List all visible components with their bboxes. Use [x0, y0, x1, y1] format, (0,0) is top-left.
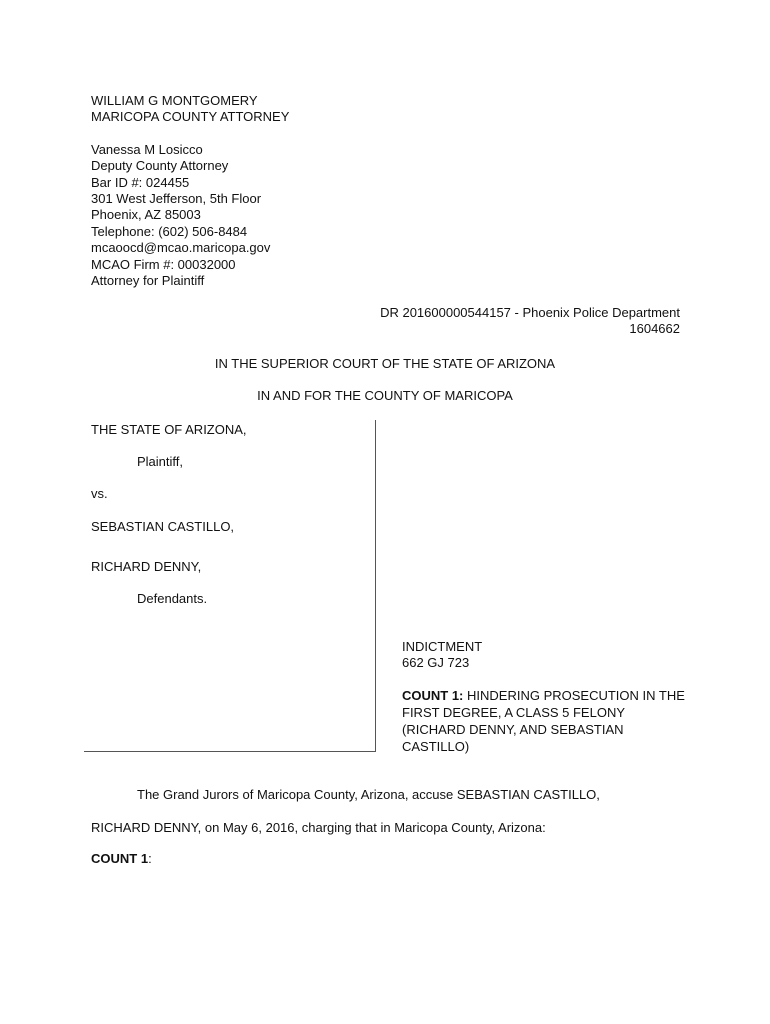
attorney-role: Attorney for Plaintiff: [91, 273, 205, 289]
dr-reference: [380, 305, 680, 338]
attorney-header: [91, 93, 289, 289]
address-line-2: Phoenix, AZ 85003: [91, 207, 201, 223]
deputy-name: Vanessa M Losicco: [91, 141, 203, 157]
email: mcaoocd@mcao.maricopa.gov: [91, 240, 271, 256]
count-heading-label: COUNT 1: [91, 851, 149, 866]
dr-number: DR 201600000544157 - Phoenix Police Department: [380, 305, 680, 320]
versus: vs.: [91, 486, 108, 501]
address-line-1: 301 West Jefferson, 5th Floor: [91, 191, 262, 207]
court-title: IN THE SUPERIOR COURT OF THE STATE OF ARIZONA: [214, 356, 556, 371]
court-county: IN AND FOR THE COUNTY OF MARICOPA: [257, 388, 513, 403]
indictment-title: INDICTMENT: [402, 639, 483, 654]
deputy-title: Deputy County Attorney: [91, 158, 229, 174]
caption-horizontal-rule: [84, 751, 376, 752]
telephone: Telephone: (602) 506-8484: [91, 223, 248, 239]
county-attorney-name: WILLIAM G MONTGOMERY: [91, 93, 258, 108]
county-attorney-office: MARICOPA COUNTY ATTORNEY: [91, 109, 290, 125]
defendant-castillo: SEBASTIAN CASTILLO,: [91, 519, 235, 534]
defendant-denny: RICHARD DENNY,: [91, 559, 202, 574]
count-summary-description: HINDERING PROSECUTION IN THE FIRST DEGREE, A CLASS 5 FELONY (RICHARD DENNY, AND SEBASTIAN CASTILLO): [402, 688, 685, 754]
body-paragraph-line-2: RICHARD DENNY, on May 6, 2016, charging that in Maricopa County, Arizona:: [91, 820, 546, 835]
defendants-label: Defendants.: [137, 591, 208, 606]
count-summary: [402, 687, 687, 755]
plaintiff-label: Plaintiff,: [137, 454, 184, 469]
count-heading-colon: :: [148, 851, 152, 866]
body-paragraph-line-1: The Grand Jurors of Maricopa County, Arizona, accuse SEBASTIAN CASTILLO,: [137, 787, 600, 802]
indictment-number: 662 GJ 723: [402, 655, 470, 670]
count-summary-label: COUNT 1:: [402, 688, 464, 703]
plaintiff-party: THE STATE OF ARIZONA,: [91, 422, 247, 437]
count-heading: [91, 851, 152, 867]
firm-number: MCAO Firm #: 00032000: [91, 256, 236, 272]
bar-id: Bar ID #: 024455: [91, 174, 190, 190]
caption-vertical-rule: [375, 420, 376, 752]
dr-secondary-number: 1604662: [629, 321, 680, 337]
